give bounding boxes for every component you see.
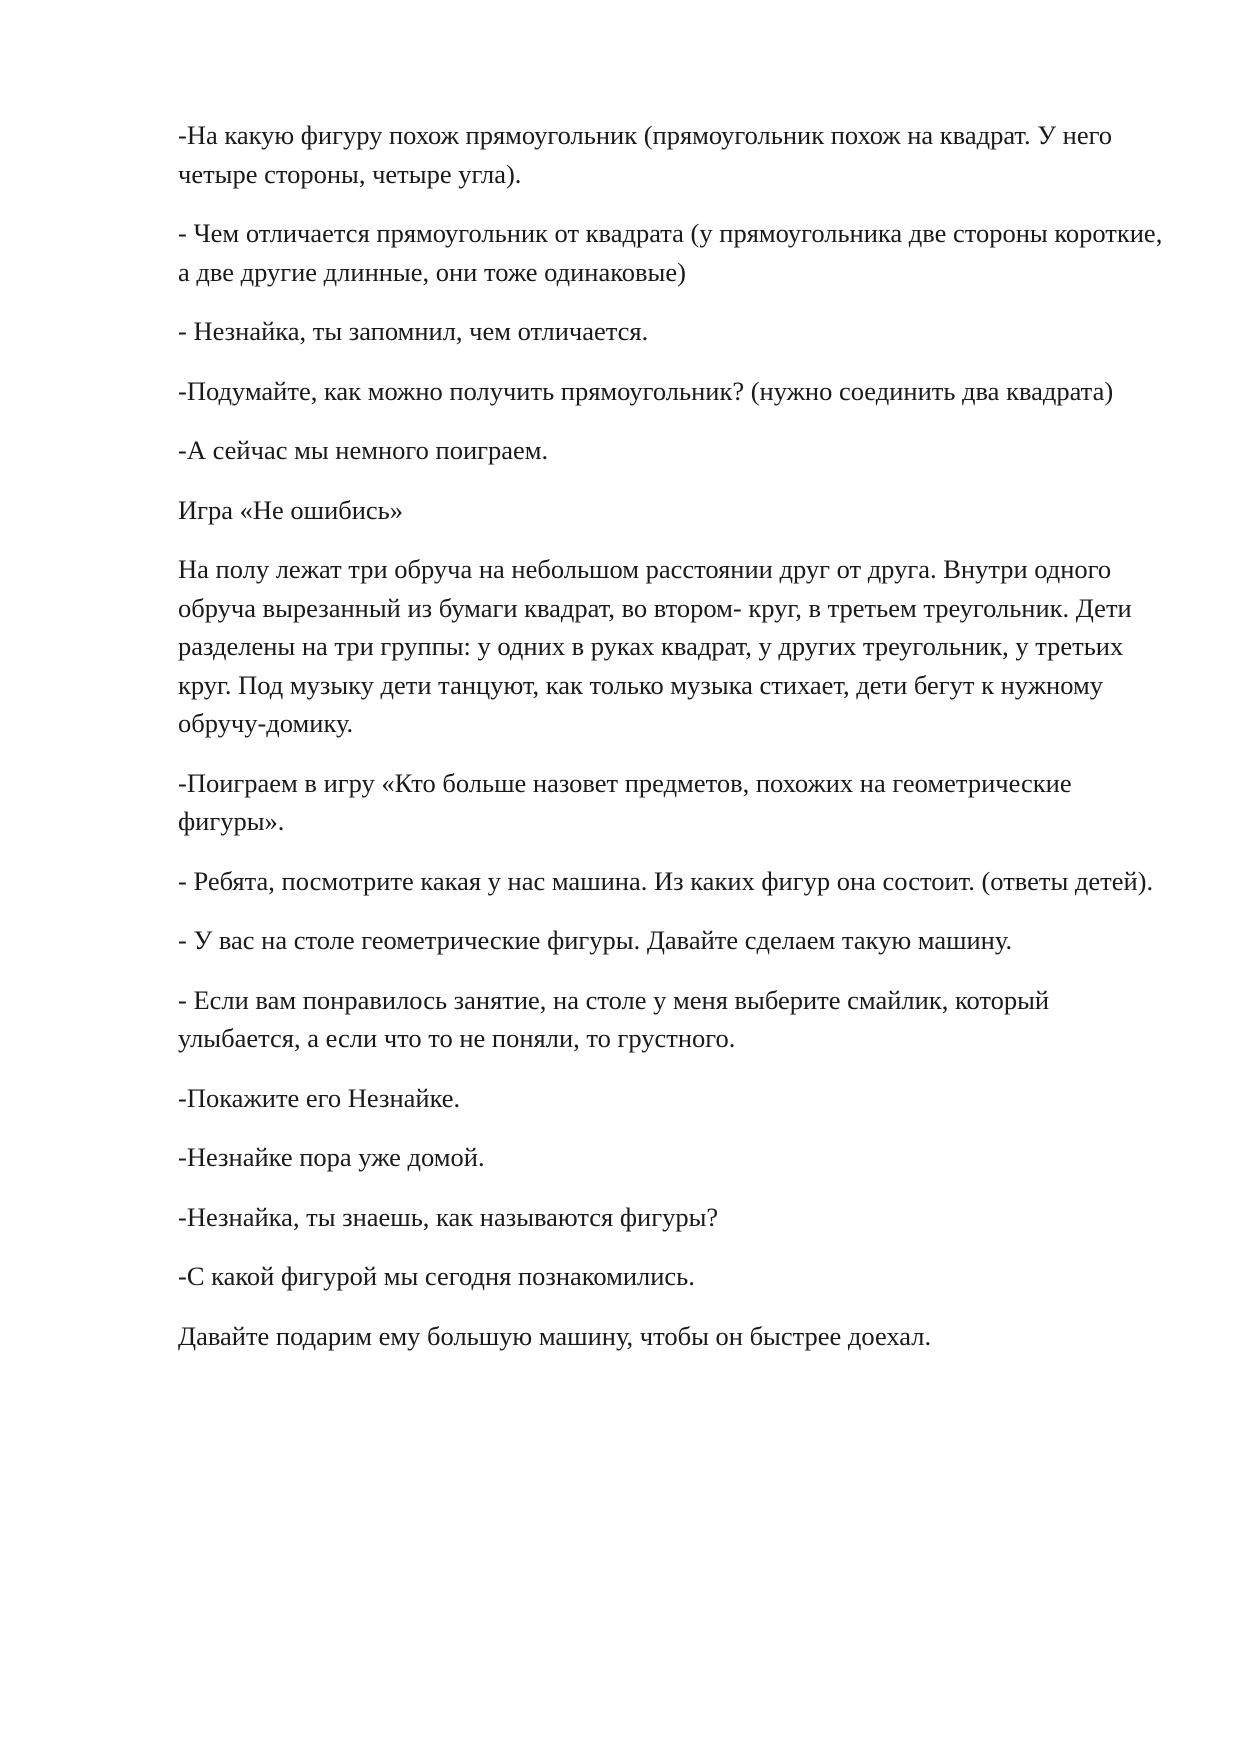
paragraph-make-rectangle: -Подумайте, как можно получить прямоугольник? (нужно соединить два квадрата) [178, 375, 1114, 406]
paragraph-neznaika-remembered: - Незнайка, ты запомнил, чем отличается. [178, 316, 649, 346]
paragraph-rectangle-difference: - Чем отличается прямоугольник от квадрата (у прямоугольника две стороны короткие, а две другие длинные, они тоже одинаковые) [178, 218, 1163, 287]
paragraph-rectangle-question: -На какую фигуру похож прямоугольник (прямоугольник похож на квадрат. У него четыре стороны, четыре угла). [178, 120, 1113, 189]
paragraph-today-shape: -С какой фигурой мы сегодня познакомились. [178, 1261, 695, 1291]
paragraph-gift-car: Давайте подарим ему большую машину, чтобы он быстрее доехал. [178, 1320, 932, 1351]
document-body [178, 116, 1163, 1376]
paragraph-game-title: Игра «Не ошибись» [178, 494, 404, 525]
paragraph-game-description: На полу лежат три обруча на небольшом расстоянии друг от друга. Внутри одного обруча вырезанный из бумаги квадрат, во втором- круг, в третьем треугольник. Дети разделены на три группы: у одних в руках квадрат, у других треугольник, у третьих круг. Под музыку дети танцуют, как только музыка стихает, дети бегут к нужному обручу-домику. [178, 554, 1132, 738]
paragraph-show-neznaika: -Покажите его Незнайке. [178, 1082, 461, 1113]
paragraph-make-car: - У вас на столе геометрические фигуры. Давайте сделаем такую машину. [178, 925, 1013, 955]
paragraph-time-home: -Незнайке пора уже домой. [178, 1142, 485, 1172]
paragraph-smiley-choice: - Если вам понравилось занятие, на столе у меня выберите смайлик, который улыбается, а если что то не поняли, то грустного. [178, 984, 1050, 1053]
paragraph-naming-game: -Поиграем в игру «Кто больше назовет предметов, похожих на геометрические фигуры». [178, 767, 1072, 836]
paragraph-car-shapes: - Ребята, посмотрите какая у нас машина. Из каких фигур она состоит. (ответы детей). [178, 865, 1154, 896]
paragraph-shape-names: -Незнайка, ты знаешь, как называются фигуры? [178, 1201, 719, 1232]
paragraph-lets-play: -А сейчас мы немного поиграем. [178, 435, 549, 465]
